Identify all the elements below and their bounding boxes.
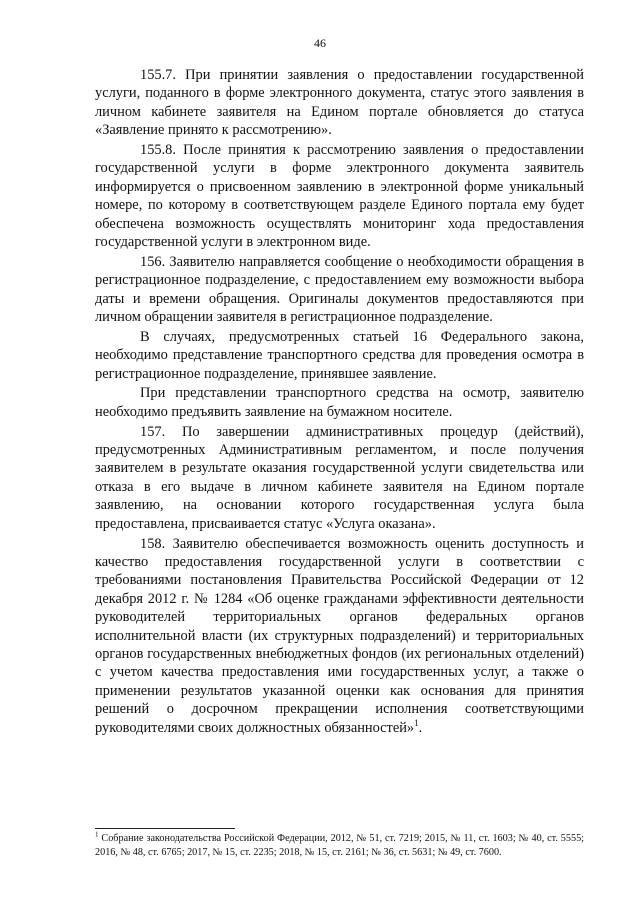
paragraph-155-7: 155.7. При принятии заявления о предоставлении государственной услуги, поданного в форме электронного документа, статус этого заявления в личном кабинете заявителя на Едином портале обновляется до статуса «Заявление принято к рассмотрению». — [95, 67, 584, 139]
document-body — [95, 66, 584, 738]
paragraph-155-8: 155.8. После принятия к рассмотрению заявления о предоставлении государственной услуги в форме электронного документа заявитель информируется о присвоенном заявлению в электронной форме уникальный номере, по которому в соответствующем разделе Единого портала ему будет обеспечена возможность осуществлять мониторинг хода предоставления государственной услуги в электронном виде. — [95, 142, 584, 251]
footnote-text: Собрание законодательства Российской Федерации, 2012, № 51, ст. 7219; 2015, № 11, ст. 1603; № 40, ст. 5555; 2016, № 48, ст. 6765; 2017, № 15, ст. 2235; 2018, № 15, ст. 2161; № 36, ст. 5631; № 49, ст. 7600. — [95, 833, 585, 858]
footnote — [95, 832, 584, 860]
footnote-divider — [95, 828, 235, 829]
footnote-reference: 1 — [414, 717, 419, 728]
paragraph-paper-application: При представлении транспортного средства на осмотр, заявителю необходимо предъявить заявление на бумажном носителе. — [95, 385, 584, 420]
page-number: 46 — [314, 36, 326, 50]
paragraph-156: 156. Заявителю направляется сообщение о необходимости обращения в регистрационное подразделение, с предоставлением ему возможности выбора даты и времени обращения. Оригиналы документов предоставляются при личном обращении заявителя в регистрационное подразделение. — [95, 253, 584, 326]
paragraph-158-text: 158. Заявителю обеспечивается возможность оценить доступность и качество предоставления государственной услуги в соответствии с требованиями постановления Правительства Российской Федерации от 12 декабря 2012 г. № 1284 «Об оценке гражданами эффективности деятельности руководителей территориальных органов федеральных органов исполнительной власти (их структурных подразделений) и территориальных органов государственных внебюджетных фондов (их региональных отделений) с учетом качества предоставления ими государственных услуг, а также о применении результатов указанной оценки как основания для принятия решений о досрочном прекращении исполнения соответствующими руководителями своих должностных обязанностей» — [95, 535, 584, 736]
footnote-mark: 1 — [95, 830, 99, 839]
paragraph-inspection-cases: В случаях, предусмотренных статьей 16 Федерального закона, необходимо представление транспортного средства для проведения осмотра в регистрационное подразделение, принявшее заявление. — [95, 328, 584, 382]
paragraph-157: 157. По завершении административных процедур (действий), предусмотренных Административным регламентом, и после получения заявителем в результате оказания государственной услуги свидетельства или отказа в его выдаче в личном кабинете заявителя на Едином портале заявлению, на основании которого государственная услуга была предоставлена, присваивается статус «Услуга оказана». — [95, 423, 584, 532]
paragraph-158: 158. Заявителю обеспечивается возможность оценить доступность и качество предоставления государственной услуги в соответствии с требованиями постановления Правительства Российской Федерации от 12 декабря 2012 г. № 1284 «Об оценке гражданами эффективности деятельности руководителей территориальных органов федеральных органов исполнительной власти (их структурных подразделений) и территориальных органов государственных внебюджетных фондов (их региональных отделений) с учетом качества предоставления ими государственных услуг, а также о применении результатов указанной оценки как основания для принятия решений о досрочном прекращении исполнения соответствующими руководителями своих должностных обязанностей»$^1$. — [95, 535, 584, 736]
